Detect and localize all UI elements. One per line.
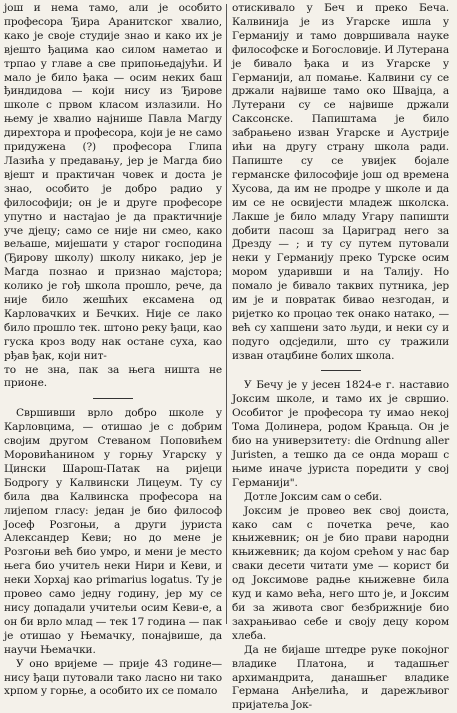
paragraph: Јоксим је провео век свој доиста, како сам с почетка рече, као књижевник; он је био прави народни књижевник; да којом срећом у нас бар сваки десети читати уме — корист би од Јоксимове радње књижевне била куд и камо већа, него што је, и Јоксим би за живота свог безбрижније био захрањивао себе и своју децу кором хлеба. [232,504,449,642]
paragraph: Дотле Јоксим сам о себи. [244,490,383,503]
paragraph: Да не бијаше штедре руке покојног владике Платона, и тадашњег архимандрита, данашњег владике Германа Анђелића, и дарежљивог пријатеља Јок- [232,643,449,712]
paragraph: отискивало у Беч и преко Беча. Калвинија је из Угарске ишла у Германију и тамо довршивала науке философске и Богословије. И Лутерана је бивало ђака и из Угарске у Германији, ал помање. Калвини су се држали највише тамо око Швајца, а Лутерани су се највише држали Саксонске. Папиштама је било забрањено изван Угарске и Аустрије ићи на другу страну школа ради. Папиште су се увијек бојале германске философије још од времена Хусова, да им не продре у школе и да им се не освијести младеж школска. Лакше је било младу Угару папишти добити пасош за Цариград него за Дрезду — ; и ту су путем путовали неки у Германију преко Турске осим мором ударивши и на Талију. Но помало је бивало таквих путника, јер им је и повратак бивао незгодан, и ријетко ко процао тек онако натако, — већ су хапшени зато људи, и неки су и подуго одсједили, што су тражили изван отаџбине болих школа. [232,2,450,362]
section-separator [232,365,449,379]
section-separator [4,392,222,406]
paragraph: још и нема тамо, али је особито професора Ђира Аранитског хвалио, како је своје студије знао и како их је вјешто ђацима као силом наметао и трпао у главе а све припоњедајући. И мало је било ђака — осим неких баш ђиндидова — који нису из Ђирове школе с првом класом излазили. Но њему је хвалио најнише Павла Магду дирехтора и професора, који је не само придужена (?) професора Глипа Лазића у предавању, јер је Магда био вјешт и практичан човек и доста је знао, особито је добро радио у философији; он је и друге професоре упутно и настајао је да практичније уче дјецу; само се није ни смео, како вељаше, мијешати у старог господина (Ђирову школу) школу никако, јер је Магда познао и признао мајстора; колико је гођ школа прошло, рече, да није било жешћих ексамена од Карловачких и Бечких. Није се лако било прошло тек. штоно реку ђаци, као гуска кроз воду нак остане суха, као рђав ђак, који нит- [4,2,222,362]
right-column [227,2,450,712]
left-column [4,2,226,698]
paragraph: Свршивши врло добро школе у Карловцима, — отишао је с добрим својим другом Стеваном Поповићем Моровићанином у горњу Угарску у Цински Шарош-Патак на ријеци Бодрогу у Калвински Лицеум. Ту су била два Калвинска професора на лијепом гласу: један је био философ Јосеф Розгоњи, а други јуриста Александер Кеви; но до мене је Розгоњи већ био умро, и мени је место њега био учитељ неки Нири и Кеви, и неки Хорхај као primarius logatus. Ту је провео само једну годину, јер му се нису допадали учитељи осим Кеви-е, а он би врло млад — тек 17 година — пак је отишао у Њемачку, понајвише, да научи Њемачки. [4,407,222,656]
paragraph: У оно вријеме — прије 43 године— нису ђаци путовали тако ласно ни тако хрпом у горње, а особито их се помало [4,657,222,698]
paragraph: то не зна, пак за њега ништа не прионе. [4,363,222,390]
paragraph: У Бечу је у јесен 1824-е г. наставио Јоксим школе, и тамо их је свршио. Особитог је професора ту имао некој Тома Долинера, родом Крањца. Он је био на универзитету: die Ordnung aller Juristen, а тешко да се онда мораш с њиме иначе јуриста поредити у свој Германији". [232,379,449,489]
